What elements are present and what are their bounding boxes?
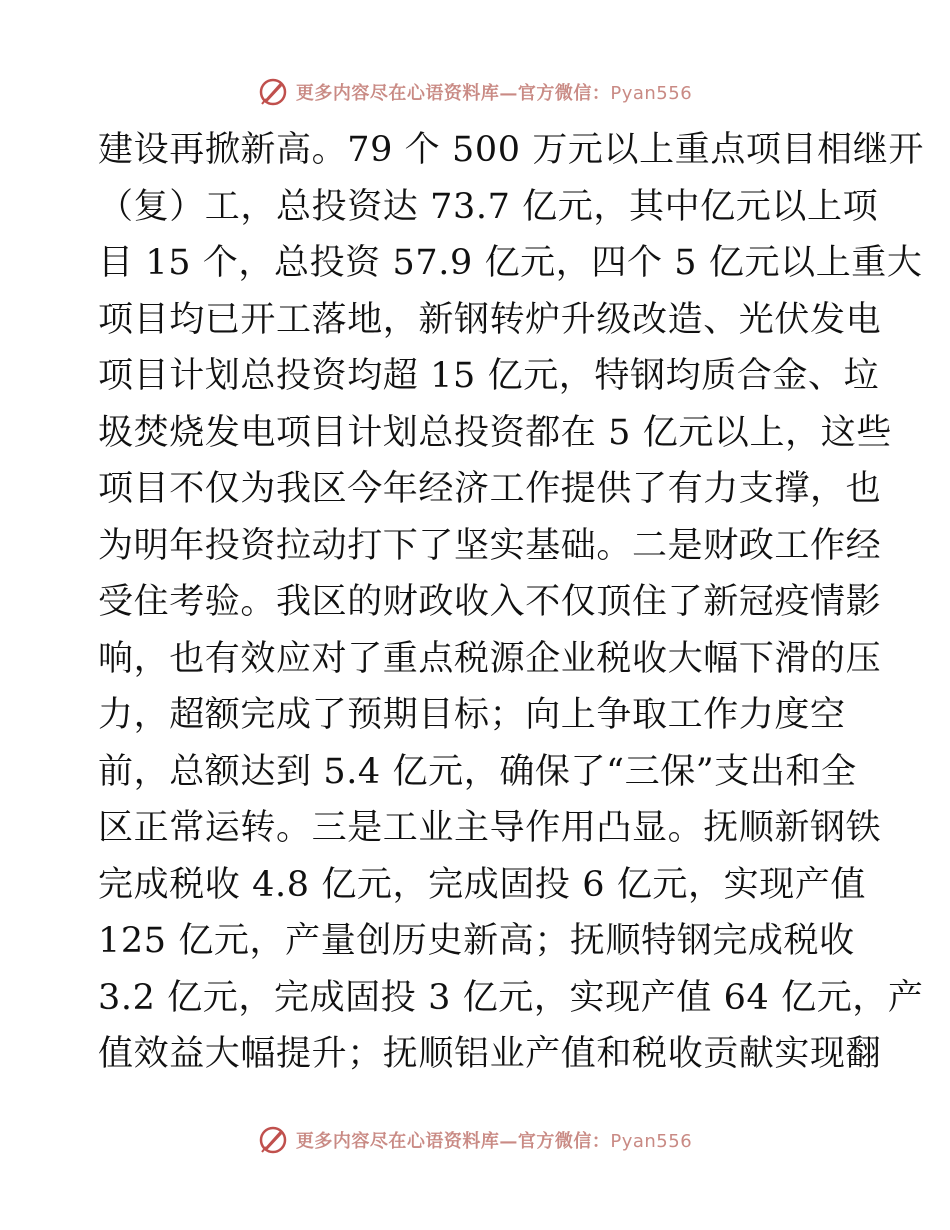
text-line: （复）工，总投资达 73.7 亿元，其中亿元以上项 (98, 186, 879, 227)
text-line: 完成税收 4.8 亿元，完成固投 6 亿元，实现产值 (98, 864, 867, 905)
text-line: 建设再掀新高。79 个 500 万元以上重点项目相继开 (98, 130, 924, 170)
quill-logo-icon (258, 1125, 288, 1155)
quill-logo-icon (258, 77, 288, 107)
watermark-text: 更多内容尽在心语资料库—官方微信：Pyan556 (295, 1131, 693, 1152)
text-line: 125 亿元，产量创历史新高；抚顺特钢完成税收 (98, 921, 855, 961)
document-body (98, 122, 924, 1083)
text-line: 圾焚烧发电项目计划总投资都在 5 亿元以上，这些 (98, 412, 892, 453)
text-line: 前，总额达到 5.4 亿元，确保了“三保”支出和全 (98, 751, 857, 792)
text-line: 目 15 个，总投资 57.9 亿元，四个 5 亿元以上重大 (98, 243, 923, 283)
text-line: 为明年投资拉动打下了坚实基础。二是财政工作经 (98, 525, 882, 566)
watermark-footer (0, 1120, 950, 1160)
watermark-text: 更多内容尽在心语资料库—官方微信：Pyan556 (295, 83, 693, 104)
text-line: 值效益大幅提升；抚顺铝业产值和税收贡献实现翻 (98, 1034, 882, 1074)
text-line: 区正常运转。三是工业主导作用凸显。抚顺新钢铁 (98, 808, 882, 848)
text-line: 3.2 亿元，完成固投 3 亿元，实现产值 64 亿元，产 (98, 977, 924, 1018)
text-line: 响，也有效应对了重点税源企业税收大幅下滑的压 (98, 638, 882, 679)
text-line: 项目均已开工落地，新钢转炉升级改造、光伏发电 (98, 299, 882, 340)
text-line: 力，超额完成了预期目标；向上争取工作力度空 (98, 695, 846, 735)
text-line: 项目不仅为我区今年经济工作提供了有力支撑，也 (98, 469, 882, 509)
watermark-header (0, 72, 950, 112)
text-line: 项目计划总投资均超 15 亿元，特钢均质合金、垃 (98, 356, 880, 396)
text-line: 受住考验。我区的财政收入不仅顶住了新冠疫情影 (98, 582, 882, 622)
